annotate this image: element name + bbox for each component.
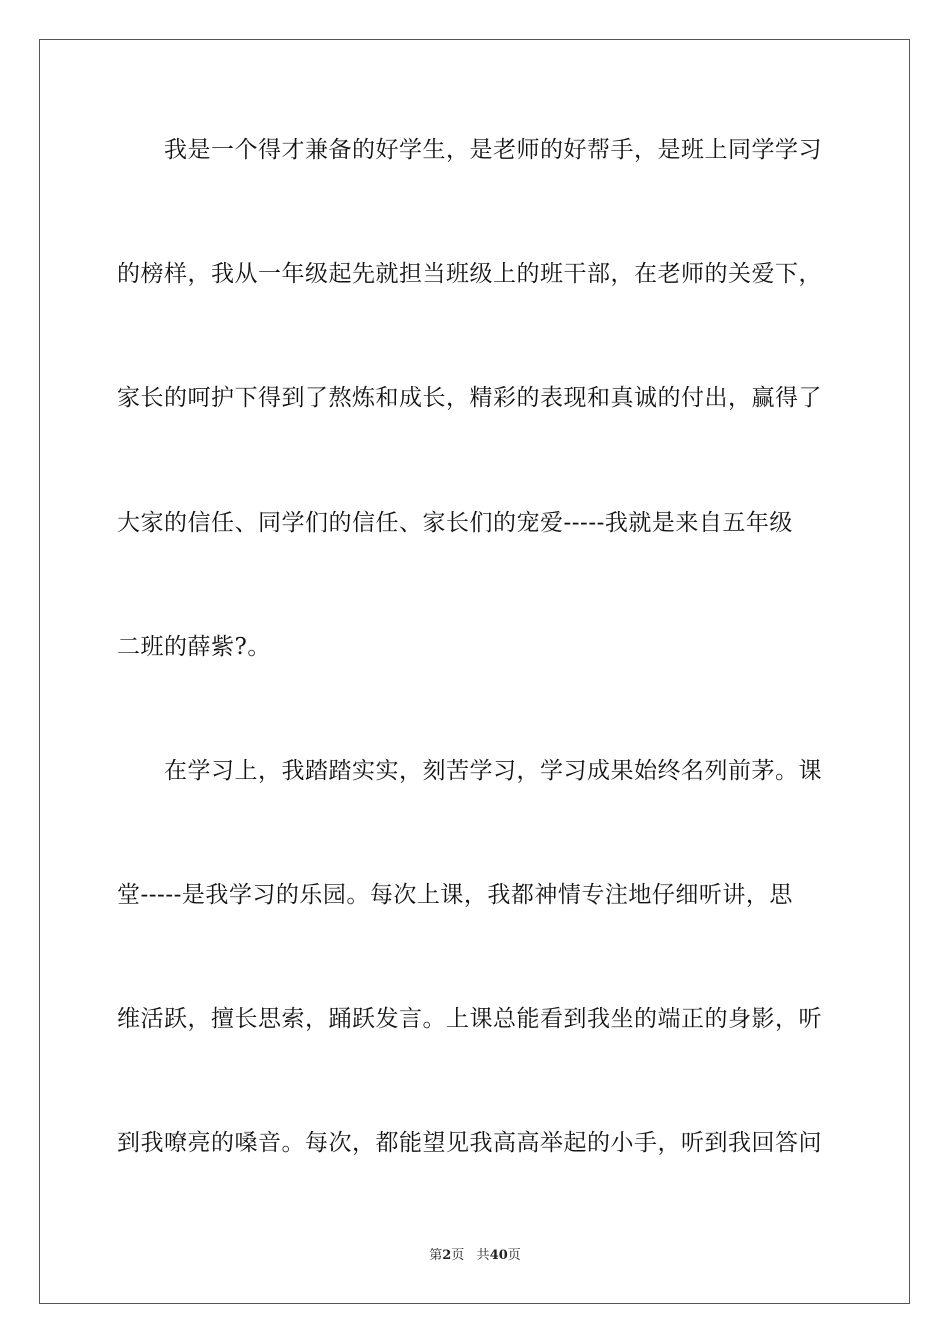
total-pages: 40: [489, 1248, 508, 1263]
text-line: 堂-----是我学习的乐园。每次上课，我都神情专注地仔细听讲，思: [117, 882, 793, 908]
page-unit: 页: [451, 1248, 465, 1263]
page-border: [39, 39, 910, 1304]
page-number: 2: [442, 1248, 452, 1263]
page-footer: [0, 1247, 950, 1265]
footer-prefix: 第: [429, 1248, 443, 1263]
text-line: 在学习上，我踏踏实实，刻苦学习，学习成果始终名列前茅。课: [164, 758, 822, 784]
total-unit: 页: [507, 1248, 521, 1263]
text-line: 家长的呵护下得到了熬炼和成长，精彩的表现和真诚的付出，赢得了: [117, 385, 822, 411]
text-line: 维活跃，擅长思索，踊跃发言。上课总能看到我坐的端正的身影，听: [117, 1006, 822, 1032]
text-line: 的榜样，我从一年级起先就担当班级上的班干部，在老师的关爱下，: [117, 261, 822, 287]
text-line: 大家的信任、同学们的信任、家长们的宠爱-----我就是来自五年级: [117, 510, 793, 536]
total-prefix: 共: [476, 1248, 490, 1263]
text-line: 我是一个得才兼备的好学生，是老师的好帮手，是班上同学学习: [164, 137, 822, 163]
text-line: 二班的薛紫?。: [117, 634, 271, 660]
text-line: 到我嘹亮的嗓音。每次，都能望见我高高举起的小手，听到我回答问: [117, 1130, 822, 1156]
